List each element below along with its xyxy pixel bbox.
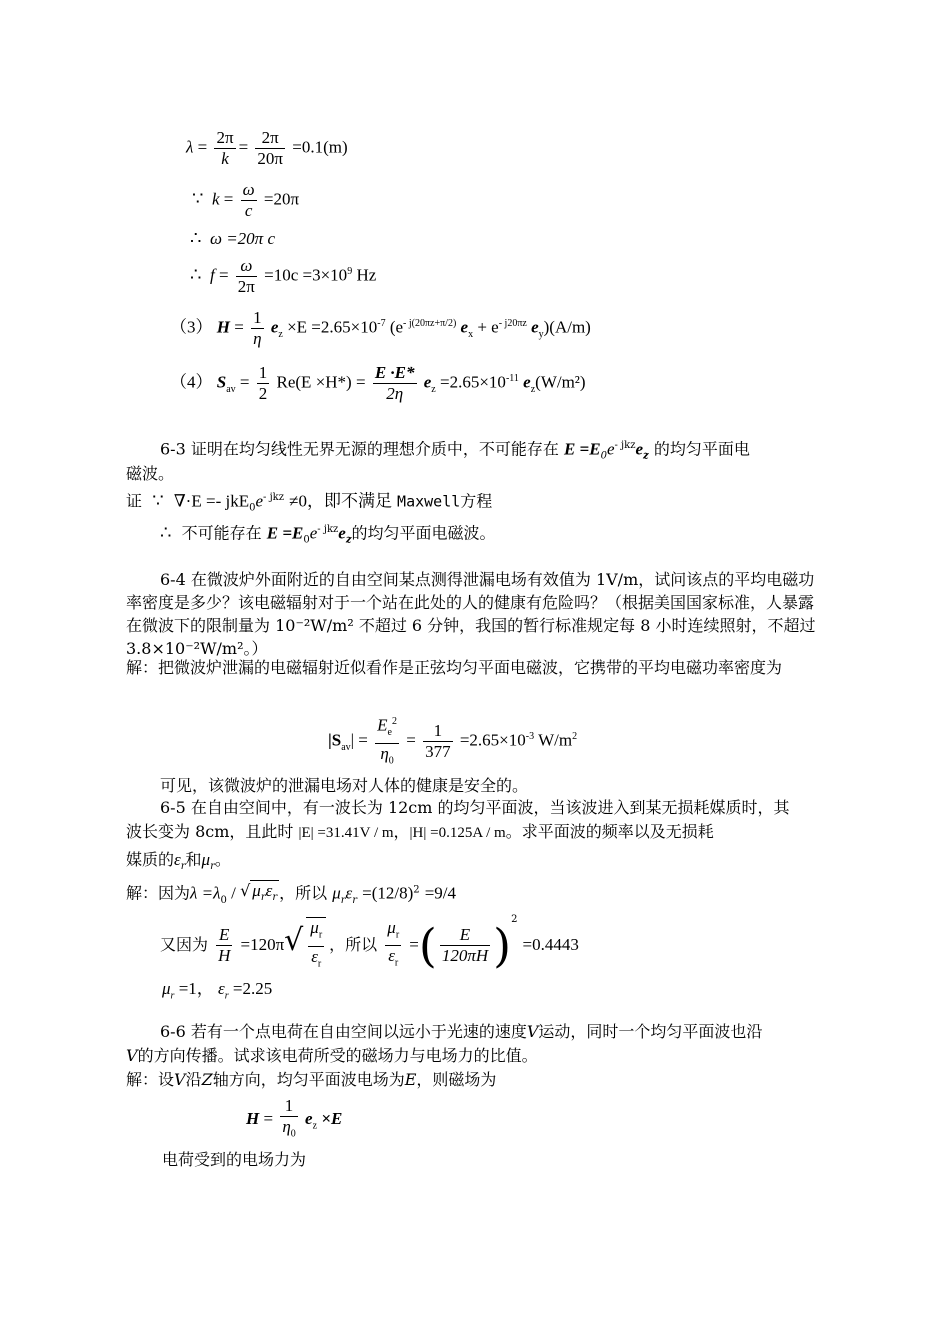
fraction: $\frac{\mu_r}{\varepsilon_r}$ <box>387 917 400 969</box>
s-equation: （4） $S_{av}$ = $\frac{1}{2}$ Re(E ×H*) = $\frac{E \cdot E*}{2\eta}$ $e_z =2.65\times 10^{-11}$ $e_z(W/m^2)$ <box>170 363 586 403</box>
fraction: $\frac{2\pi}{20\pi}$ <box>257 128 283 168</box>
fraction: $\frac{E}{H}$ <box>218 925 231 965</box>
problem-6-5-line2: 波长变为 8cm，且此时 |E| =31.41V / m，|H| =0.125A / m。求平面波的频率以及无损耗 <box>126 822 714 841</box>
problem-6-5-line3: 媒质的$\varepsilon_r$和$\mu_r$。 <box>126 850 231 873</box>
problem-6-5-solution-1: 解：因为$\lambda =\lambda_0$ / √ $\mu_r\varepsilon_r$ ，所以 $\mu_r\varepsilon_r =(12/8)^2 =9/4$ <box>126 880 456 911</box>
problem-6-5-solution-3: $\mu_r =1$， $\varepsilon_r =2.25$ <box>162 979 273 1002</box>
fraction: $\frac{\omega}{c}$ <box>242 180 255 220</box>
f-equation: ∴ f = $\frac{\omega}{2\pi}$ $=10c =3\times 10^9$ Hz <box>190 256 377 296</box>
problem-6-3-statement: 6-3 证明在均匀线性无界无源的理想介质中，不可能存在 $E =E_0e^{- jkz}e_z$ 的均匀平面电 <box>160 439 750 462</box>
omega-equation: ∴ ω =20π c <box>190 228 275 248</box>
problem-6-4-solution: 解：把微波炉泄漏的电磁辐射近似看作是正弦均匀平面电磁波，它携带的平均电磁功率密度为 <box>126 658 783 677</box>
sav-equation: $|S_{av}|$ = $\frac{E_e^2}{\eta_0}$ = $\frac{1}{377}$ $=2.65\times 10^{-3}$ $W/m^2$ <box>328 712 577 771</box>
problem-6-5-line1: 6-5 在自由空间中，有一波长为 12cm 的均匀平面波，当该波进入到某无损耗媒质时，其 <box>160 798 790 817</box>
fraction: $\frac{1}{377}$ <box>425 721 451 762</box>
fraction: $\frac{1}{2}$ <box>258 363 268 403</box>
h-final-equation: H = $\frac{1}{\eta_0}$ $e_z \times E$ <box>246 1096 342 1144</box>
h-equation: （3） H = $\frac{1}{\eta}$ $e_z \times E =2.65\times 10^{-7}$ ($e^{- j(20\pi z+\pi/2)}$ $e_x + e^{- j20\pi z}$ $e_y)(A/m)$ <box>170 308 591 348</box>
fraction: $\frac{1}{\eta_0}$ <box>282 1096 296 1140</box>
fraction: $\frac{E}{120\pi H}$ <box>441 925 489 965</box>
sqrt: √ $\frac{\mu_r}{\varepsilon_r}$ <box>284 917 329 974</box>
last-line: 电荷受到的电场力为 <box>162 1150 307 1169</box>
problem-6-4-statement: 6-4 在微波炉外面附近的自由空间某点测得泄漏电场有效值为 1V/m，试问该点的平均电磁功率密度是多少？该电磁辐射对于一个站在此处的人的健康有危险吗？（根据美国国家标准，人暴露在微波下的限制量为 10⁻²W/m² 不超过 6 分钟，我国的暂行标准规定每 8 小时连续照射，不超过 3.8×10⁻²W/m²。） <box>126 570 816 658</box>
fraction: $\frac{\mu_r}{\varepsilon_r}$ <box>306 917 326 974</box>
problem-6-6-solution: 解：设V沿Z轴方向，均匀平面波电场为E，则磁场为 <box>126 1070 497 1089</box>
problem-6-6-line1: 6-6 若有一个点电荷在自由空间以远小于光速的速度V运动，同时一个均匀平面波也沿 <box>160 1022 763 1041</box>
problem-6-6-line2: V的方向传播。试求该电荷所受的磁场力与电场力的比值。 <box>126 1046 538 1065</box>
problem-6-3-line2: 磁波。 <box>126 464 175 483</box>
problem-6-3-proof: 证 ∵ $\nabla\cdot E =- jkE_0e^{- jkz} \ne 0$，即不满足 Maxwell方程 <box>126 490 493 514</box>
lambda-symbol: λ <box>186 137 194 157</box>
fraction: $\frac{2\pi}{k}$ <box>216 128 234 168</box>
problem-6-5-solution-2: 又因为 $\frac{E}{H}$ =120π√ $\frac{\mu_r}{\varepsilon_r}$ ，所以 $\frac{\mu_r}{\varepsilon_r}$ =( $\frac{E}{120\pi H}$ )$^2$ =0.4443 <box>160 914 579 973</box>
sqrt: √ $\mu_r\varepsilon_r$ <box>240 880 279 908</box>
problem-6-3-conclusion: ∴ 不可能存在 $E =E_0e^{- jkz}e_z$的均匀平面电磁波。 <box>160 522 496 546</box>
lambda-equation: λ = $\frac{2\pi}{k}$ = $\frac{2\pi}{20\pi}$ =0.1(m) <box>186 128 348 168</box>
fraction: $\frac{E_e^2}{\eta_0}$ <box>375 712 399 771</box>
problem-6-4-conclusion: 可见，该微波炉的泄漏电场对人体的健康是安全的。 <box>160 776 529 795</box>
fraction: $\frac{1}{\eta}$ <box>253 308 262 348</box>
fraction: $\frac{\omega}{2\pi}$ <box>237 256 255 296</box>
fraction: $\frac{E \cdot E*}{2\eta}$ <box>374 363 415 403</box>
k-equation: ∵ k = $\frac{\omega}{c}$ =20π <box>192 180 300 220</box>
